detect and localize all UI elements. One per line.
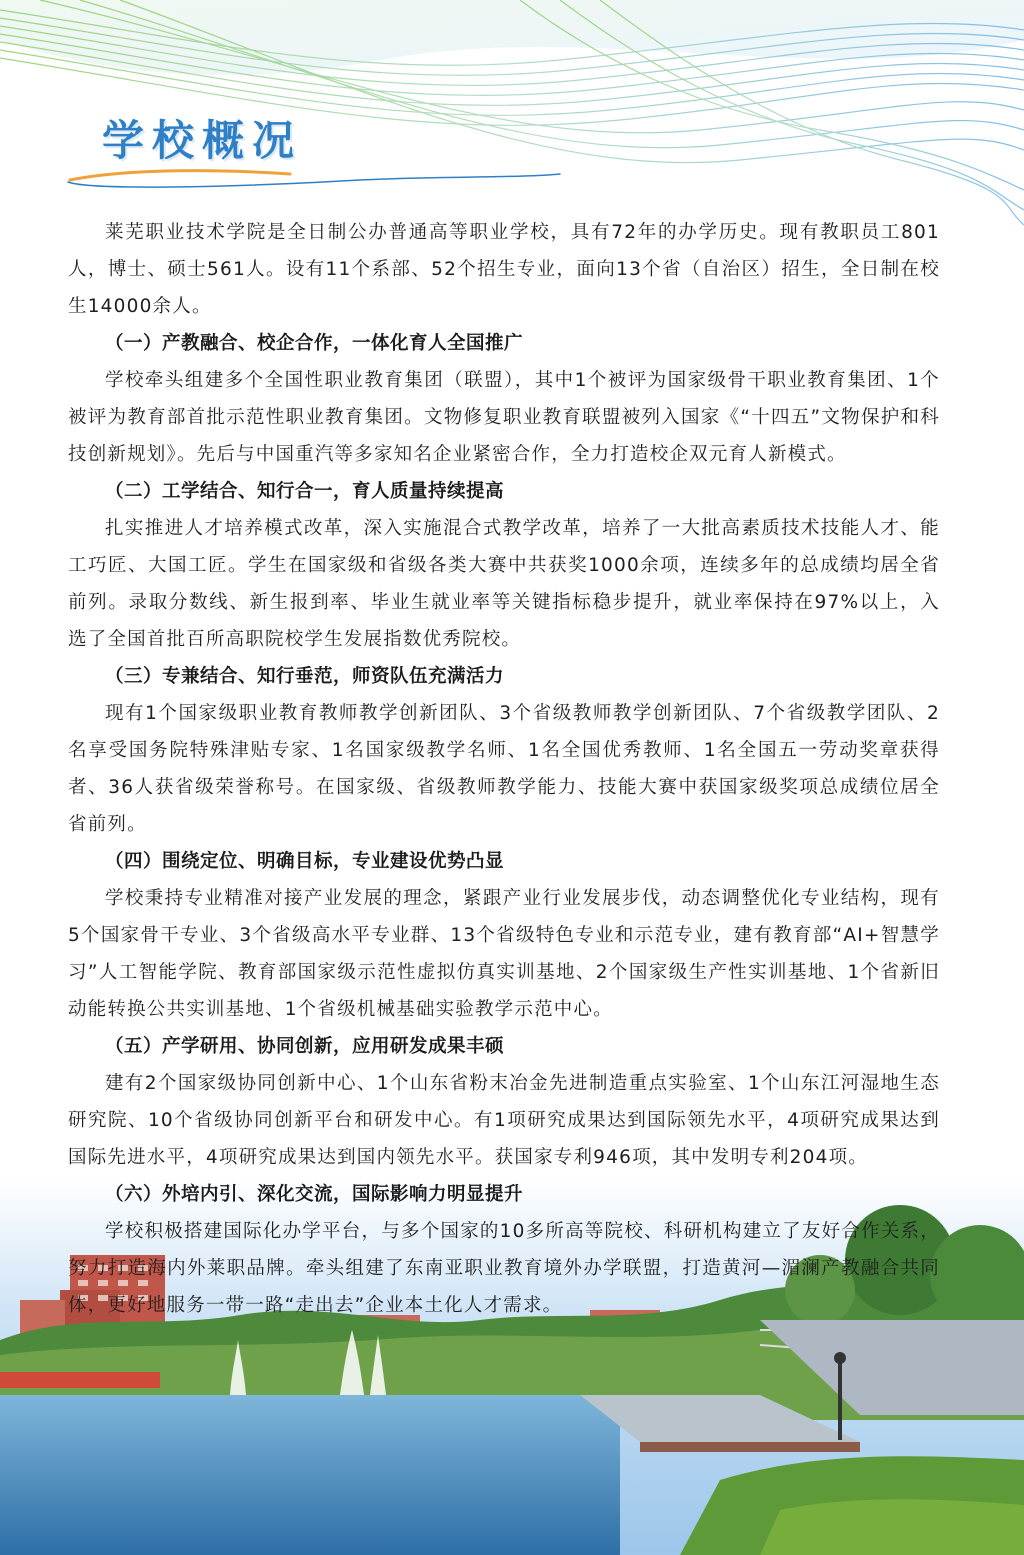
section-5-heading: （五）产学研用、协同创新，应用研发成果丰硕 <box>105 1036 505 1057</box>
main-text-content <box>68 214 940 1324</box>
section-2-body: 扎实推进人才培养模式改革，深入实施混合式教学改革，培养了一大批高素质技术技能人才、能工巧匠、大国工匠。学生在国家级和省级各类大赛中共获奖1000余项，连续多年的总成绩均居全省前列。录取分数线、新生报到率、毕业生就业率等关键指标稳步提升，就业率保持在97%以上，入选了全国首批百所高职院校学生发展指数优秀院校。 <box>68 518 940 650</box>
section-4-heading: （四）围绕定位、明确目标，专业建设优势凸显 <box>105 851 505 872</box>
section-4-body: 学校秉持专业精准对接产业发展的理念，紧跟产业行业发展步伐，动态调整优化专业结构，现有5个国家骨干专业、3个省级高水平专业群、13个省级特色专业和示范专业，建有教育部“AI+智慧学习”人工智能学院、教育部国家级示范性虚拟仿真实训基地、2个国家级生产性实训基地、1个省新旧动能转换公共实训基地、1个省级机械基础实验教学示范中心。 <box>68 888 940 1020</box>
section-3-heading: （三）专兼结合、知行垂范，师资队伍充满活力 <box>105 666 505 687</box>
title-underline-decoration <box>60 160 580 200</box>
section-3-body: 现有1个国家级职业教育教师教学创新团队、3个省级教师教学创新团队、7个省级教学团队、2名享受国务院特殊津贴专家、1名国家级教学名师、1名全国优秀教师、1名全国五一劳动奖章获得者、36人获省级荣誉称号。在国家级、省级教师教学能力、技能大赛中获国家级奖项总成绩位居全省前列。 <box>68 703 940 835</box>
page-title: 学校概况 <box>102 116 303 165</box>
section-6-body: 学校积极搭建国际化办学平台，与多个国家的10多所高等院校、科研机构建立了友好合作关系，努力打造海内外莱职品牌。牵头组建了东南亚职业教育境外办学联盟，打造黄河—湄澜产教融合共同体，更好地服务一带一路“走出去”企业本土化人才需求。 <box>68 1221 940 1316</box>
intro-paragraph: 莱芜职业技术学院是全日制公办普通高等职业学校，具有72年的办学历史。现有教职员工801人，博士、硕士561人。设有11个系部、52个招生专业，面向13个省（自治区）招生，全日制在校生14000余人。 <box>68 222 940 317</box>
section-1-heading: （一）产教融合、校企合作，一体化育人全国推广 <box>105 333 524 354</box>
section-5-body: 建有2个国家级协同创新中心、1个山东省粉末冶金先进制造重点实验室、1个山东江河湿地生态研究院、10个省级协同创新平台和研发中心。有1项研究成果达到国际领先水平，4项研究成果达到国际先进水平，4项研究成果达到国内领先水平。获国家专利946项，其中发明专利204项。 <box>68 1073 940 1168</box>
section-2-heading: （二）工学结合、知行合一，育人质量持续提高 <box>105 481 505 502</box>
section-6-heading: （六）外培内引、深化交流，国际影响力明显提升 <box>105 1184 524 1205</box>
section-1-body: 学校牵头组建多个全国性职业教育集团（联盟），其中1个被评为国家级骨干职业教育集团、1个被评为教育部首批示范性职业教育集团。文物修复职业教育联盟被列入国家《“十四五”文物保护和科技创新规划》。先后与中国重汽等多家知名企业紧密合作，全力打造校企双元育人新模式。 <box>68 370 940 465</box>
